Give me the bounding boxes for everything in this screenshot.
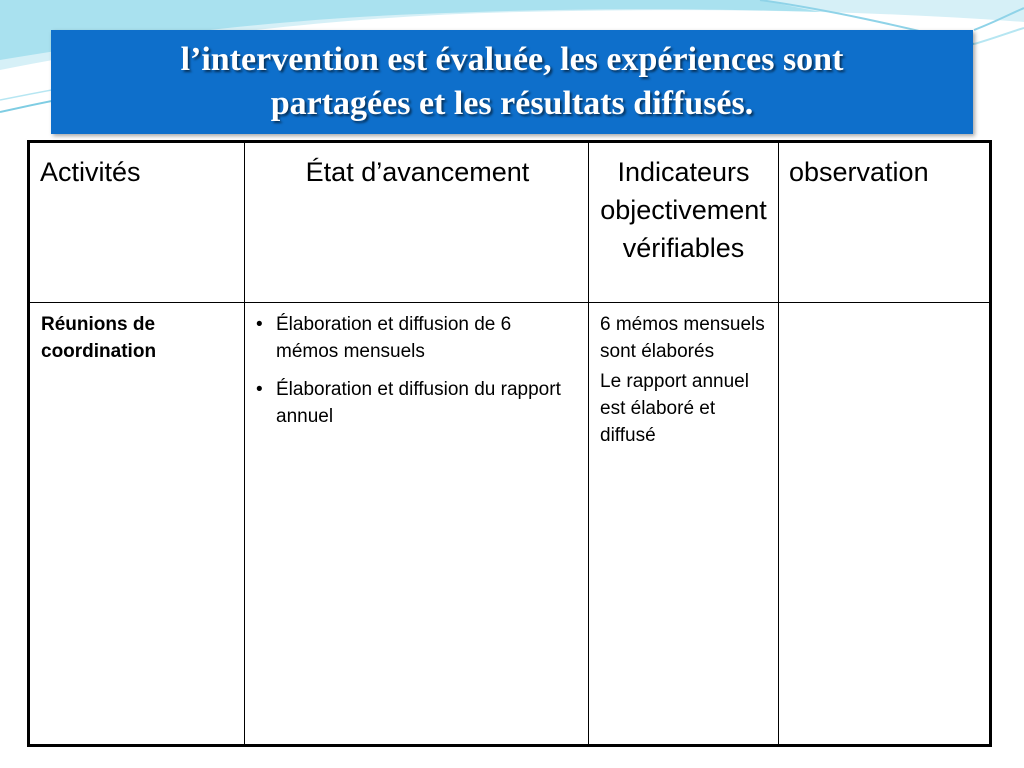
indicator-text: 6 mémos mensuels sont élaborés [600, 314, 765, 362]
cell-progress [245, 303, 589, 746]
list-item: • Élaboration et diffusion du rapport annuel [256, 376, 578, 430]
table-header-row [29, 142, 991, 303]
cell-observation [779, 303, 991, 746]
cell-activity [29, 303, 245, 746]
observation-text [779, 303, 989, 311]
activities-table-container [27, 140, 989, 747]
activities-table [27, 140, 992, 747]
header-activites: Activités [29, 142, 245, 303]
bullet-icon: • [256, 379, 263, 400]
bullet-icon: • [256, 314, 263, 335]
header-observation: observation [779, 142, 991, 303]
list-item: • Élaboration et diffusion de 6 mémos mensuels [256, 311, 578, 365]
header-indicateurs: Indicateurs objectivement vérifiables [589, 142, 779, 303]
progress-list [256, 311, 578, 430]
activity-label: Réunions de coordination [41, 314, 157, 362]
title-line-1: l’intervention est évaluée, les expériences sont [180, 41, 844, 78]
cell-indicators [589, 303, 779, 746]
table-row [29, 303, 991, 746]
title-banner [51, 30, 973, 134]
header-etat-avancement: État d’avancement [245, 142, 589, 303]
title-line-2: partagées et les résultats diffusés. [270, 85, 754, 122]
slide-title [161, 38, 864, 126]
indicator-text: Le rapport annuel est élaboré et diffusé [600, 371, 749, 446]
